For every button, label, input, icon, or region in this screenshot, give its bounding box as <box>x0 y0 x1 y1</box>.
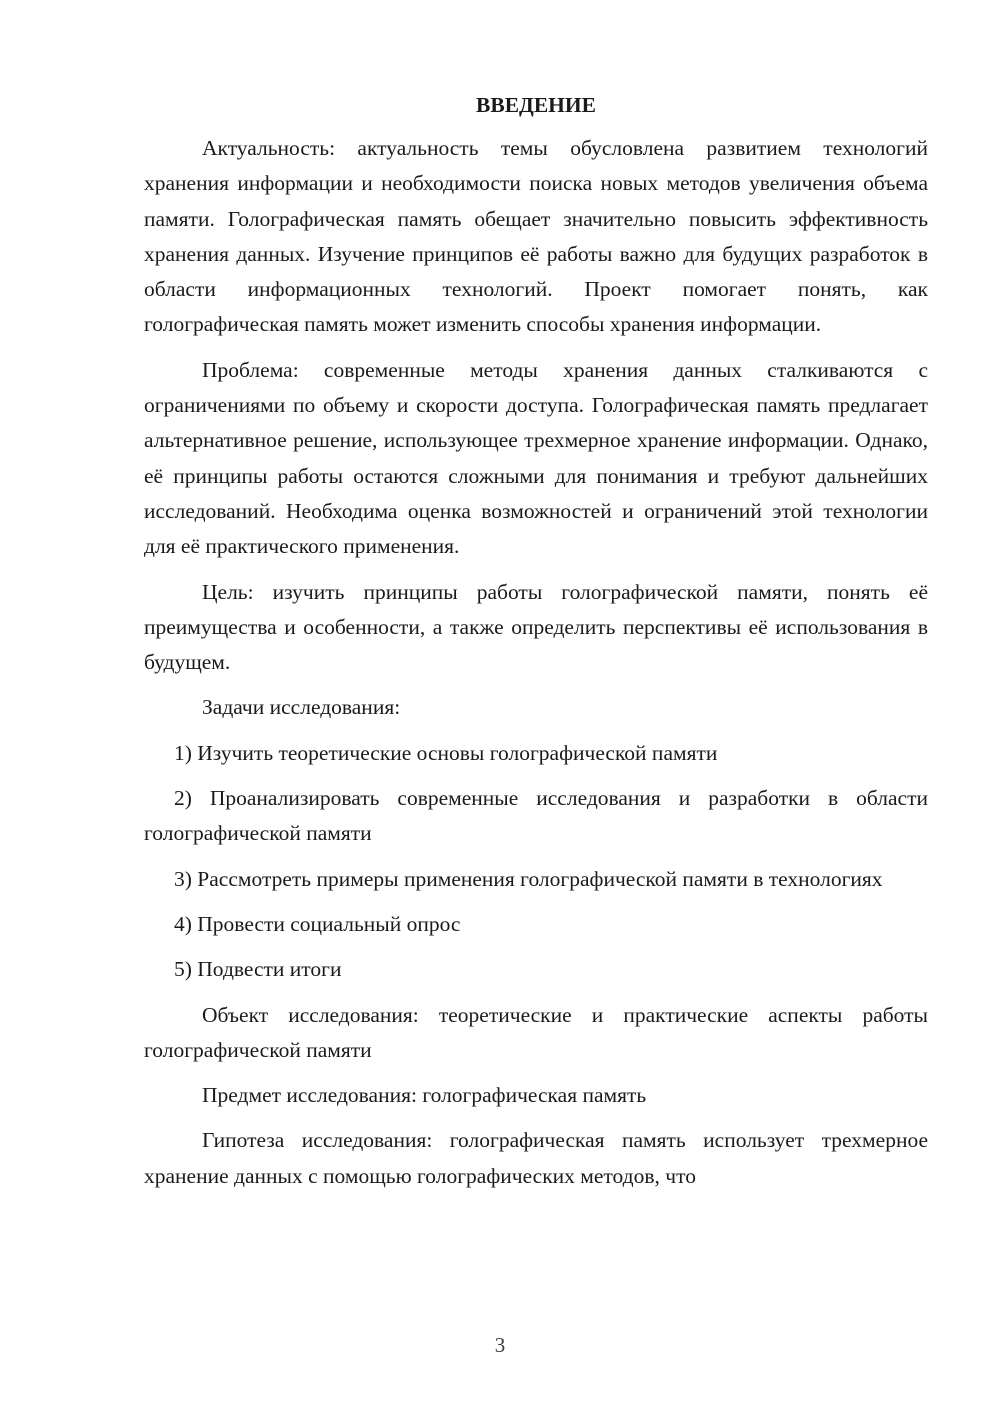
page-number: 3 <box>494 1333 506 1357</box>
section-title: ВВЕДЕНИЕ <box>476 93 596 117</box>
paragraph-subject: Предмет исследования: голографическая память <box>202 1083 647 1108</box>
paragraph-hypothesis: Гипотеза исследования: голографическая память использует трехмерное хранение данных с помощью голографических методов, что <box>144 1128 928 1188</box>
document-page <box>144 88 928 1204</box>
list-item-task-1: 1) Изучить теоретические основы голографической памяти <box>174 740 718 765</box>
list-item-task-2: 2) Проанализировать современные исследования и разработки в области голографической памяти <box>144 786 928 846</box>
list-item-task-5: 5) Подвести итоги <box>174 957 342 982</box>
list-item-task-3: 3) Рассмотреть примеры применения голографической памяти в технологиях <box>174 866 883 891</box>
paragraph-tasks-heading: Задачи исследования: <box>202 695 401 720</box>
paragraph-object: Объект исследования: теоретические и практические аспекты работы голографической памяти <box>144 1002 928 1062</box>
paragraph-goal: Цель: изучить принципы работы голографической памяти, понять её преимущества и особенности, а также определить перспективы её использования в будущем. <box>144 579 928 675</box>
paragraph-relevance: Актуальность: актуальность темы обусловлена развитием технологий хранения информации и необходимости поиска новых методов увеличения объема памяти. Голографическая память обещает значительно повысить эффективность хранения данных. Изучение принципов её работы важно для будущих разработок в области информационных технологий. Проект помогает понять, как голографическая память может изменить способы хранения информации. <box>144 136 928 337</box>
paragraph-problem: Проблема: современные методы хранения данных сталкиваются с ограничениями по объему и скорости доступа. Голографическая память предлагает альтернативное решение, использующее трехмерное хранение информации. Однако, её принципы работы остаются сложными для понимания и требуют дальнейших исследований. Необходима оценка возможностей и ограничений этой технологии для её практического применения. <box>144 357 928 559</box>
list-item-task-4: 4) Провести социальный опрос <box>174 911 461 936</box>
